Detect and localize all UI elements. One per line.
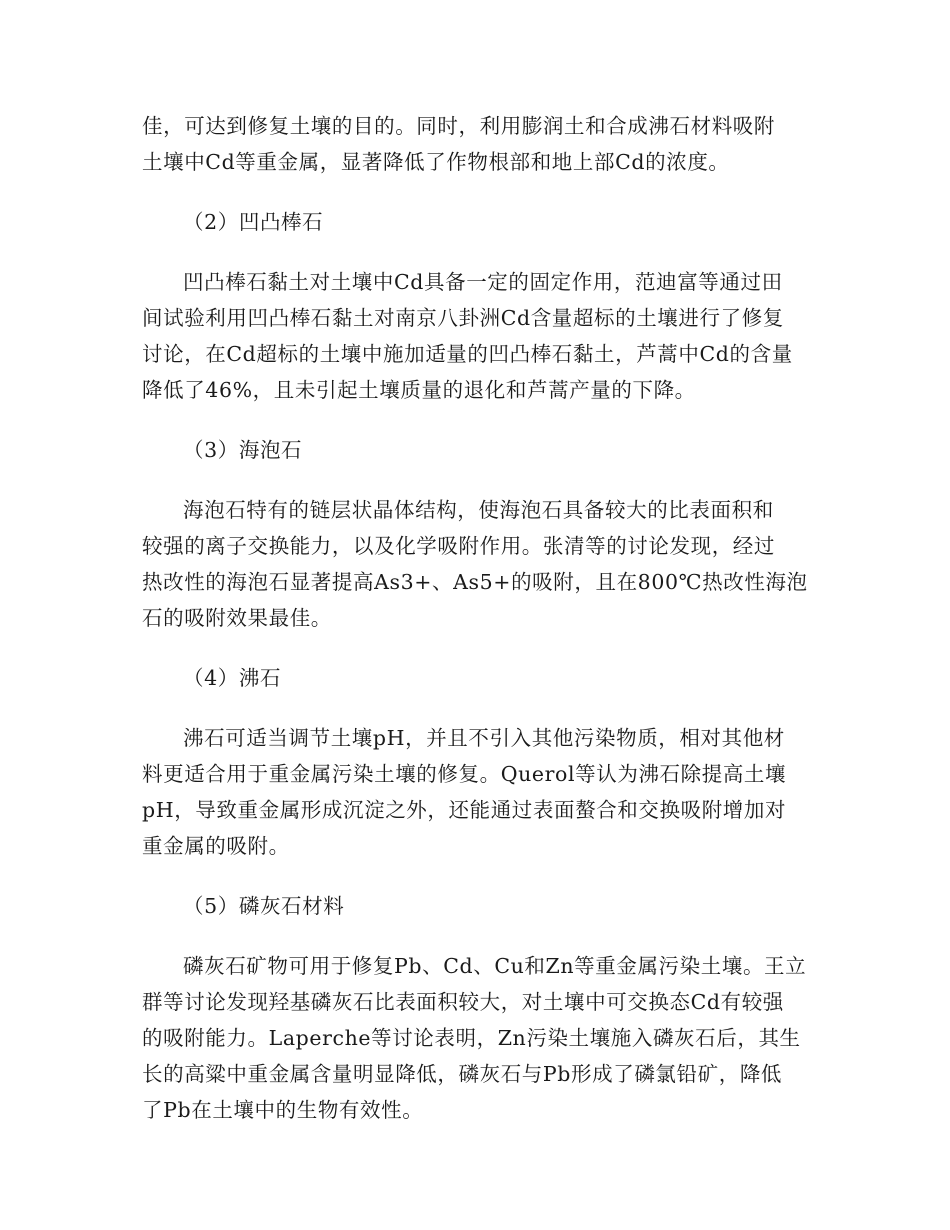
text-line: 凹凸棒石黏土对土壤中Cd具备一定的固定作用，范迪富等通过田 — [183, 270, 783, 294]
paragraph-apatite — [142, 948, 814, 1128]
paragraph-zeolite — [142, 720, 814, 864]
text-line: 的吸附能力。Laperche等讨论表明，Zn污染土壤施入磷灰石后，其生 — [142, 1026, 801, 1050]
text-line: 重金属的吸附。 — [142, 834, 290, 858]
text-line: 讨论，在Cd超标的土壤中施加适量的凹凸棒石黏土，芦蒿中Cd的含量 — [142, 342, 793, 366]
text-line: 石的吸附效果最佳。 — [142, 606, 332, 630]
text-line: 间试验利用凹凸棒石黏土对南京八卦洲Cd含量超标的土壤进行了修复 — [142, 306, 784, 330]
paragraph-continuation — [142, 108, 814, 180]
text-line: 磷灰石矿物可用于修复Pb、Cd、Cu和Zn等重金属污染土壤。王立 — [183, 954, 807, 978]
text-line: 土壤中Cd等重金属，显著降低了作物根部和地上部Cd的浓度。 — [142, 150, 730, 174]
text-line: 长的高粱中重金属含量明显降低，磷灰石与Pb形成了磷氯铅矿，降低 — [142, 1062, 783, 1086]
text-line: 佳，可达到修复土壤的目的。同时，利用膨润土和合成沸石材料吸附 — [142, 114, 775, 138]
paragraph-sepiolite — [142, 492, 814, 636]
text-line: 较强的离子交换能力，以及化学吸附作用。张清等的讨论发现，经过 — [142, 534, 775, 558]
text-line: 沸石可适当调节土壤pH，并且不引入其他污染物质，相对其他材 — [183, 726, 785, 750]
section-heading-sepiolite: （3）海泡石 — [183, 438, 303, 462]
paragraph-attapulgite — [142, 264, 814, 408]
document-page — [142, 108, 814, 1128]
text-line: 降低了46%，且未引起土壤质量的退化和芦蒿产量的下降。 — [142, 378, 696, 402]
text-line: 热改性的海泡石显著提高As3+、As5+的吸附，且在800℃热改性海泡 — [142, 570, 808, 594]
text-line: 群等讨论发现羟基磷灰石比表面积较大，对土壤中可交换态Cd有较强 — [142, 990, 784, 1014]
text-line: 了Pb在土壤中的生物有效性。 — [142, 1098, 424, 1122]
text-line: pH，导致重金属形成沉淀之外，还能通过表面螯合和交换吸附增加对 — [142, 798, 787, 822]
text-line: 料更适合用于重金属污染土壤的修复。Querol等认为沸石除提高土壤 — [142, 762, 787, 786]
text-line: 海泡石特有的链层状晶体结构，使海泡石具备较大的比表面积和 — [183, 498, 774, 522]
section-heading-apatite: （5）磷灰石材料 — [183, 894, 345, 918]
section-heading-zeolite: （4）沸石 — [183, 666, 282, 690]
section-heading-attapulgite: （2）凹凸棒石 — [183, 210, 324, 234]
